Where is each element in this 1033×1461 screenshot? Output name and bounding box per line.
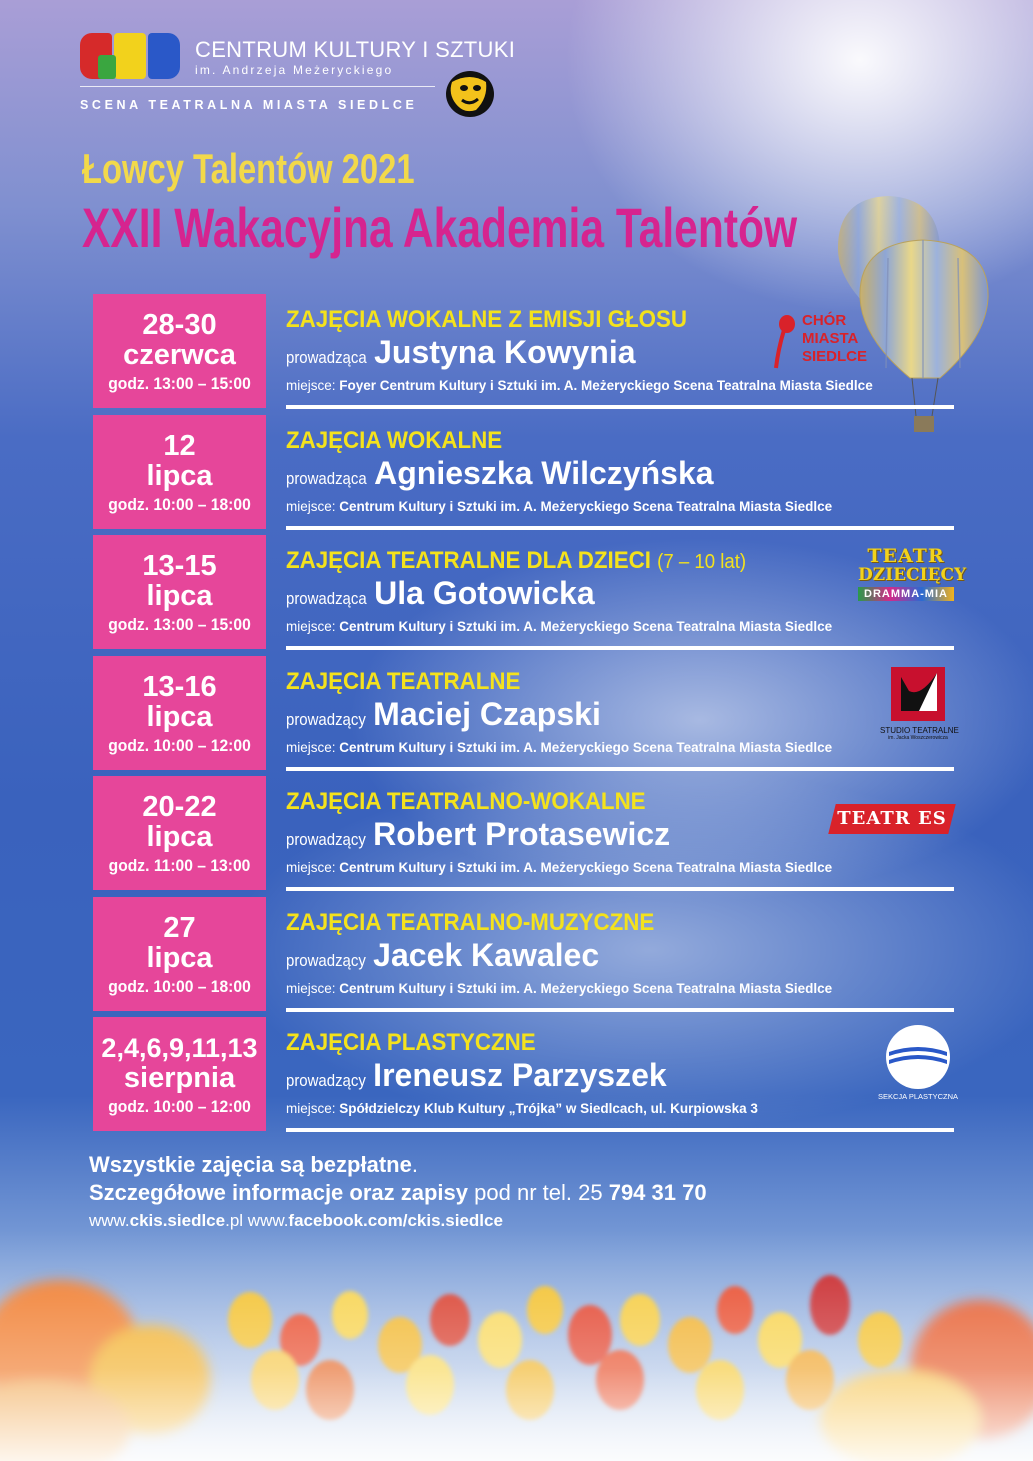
event-title <box>286 306 687 334</box>
event-age-note: (7 – 10 lat) <box>657 551 747 573</box>
title-line1: Łowcy Talentów 2021 <box>82 145 415 192</box>
place-label: miejsce: <box>286 1101 336 1116</box>
date-days: 13-16 <box>142 671 217 703</box>
date-time: godz. 10:00 – 12:00 <box>108 736 251 755</box>
date-days: 12 <box>163 430 196 462</box>
free-note <box>89 1152 418 1178</box>
leader-role: prowadząca <box>286 589 367 608</box>
sekcja-plastyczna-emblem-icon <box>885 1024 951 1090</box>
teatr-es-logo <box>832 804 952 834</box>
leader-role: prowadzący <box>286 951 366 970</box>
date-month: lipca <box>146 942 213 974</box>
tulips-illustration <box>0 1230 1033 1461</box>
event-title <box>286 788 646 816</box>
teatr-dzieciecy-line3: DRAMMA-MIA <box>858 587 954 601</box>
leader-name: Justyna Kowynia <box>374 334 636 370</box>
date-month: lipca <box>146 460 213 492</box>
header-divider <box>80 86 435 87</box>
date-box <box>93 897 266 1011</box>
event-leader <box>286 575 595 612</box>
ckis-logo <box>80 33 182 81</box>
event-place <box>286 981 832 996</box>
event-leader <box>286 937 599 974</box>
date-time: godz. 13:00 – 15:00 <box>108 374 251 393</box>
place-value: Centrum Kultury i Sztuki im. A. Meżeryckiego Scena Teatralna Miasta Siedlce <box>339 499 833 514</box>
leader-role: prowadzący <box>286 710 366 729</box>
date-days: 2,4,6,9,11,13 <box>101 1033 258 1063</box>
free-note-text: Wszystkie zajęcia są bezpłatne <box>89 1152 412 1177</box>
event-place <box>286 740 832 755</box>
org-subtitle: im. Andrzeja Meżeryckiego <box>195 63 394 77</box>
date-month: lipca <box>146 821 213 853</box>
event-title-text: ZAJĘCIA PLASTYCZNE <box>286 1029 536 1056</box>
date-box <box>93 776 266 890</box>
place-value: Centrum Kultury i Sztuki im. A. Meżeryckiego Scena Teatralna Miasta Siedlce <box>339 860 833 875</box>
teatr-dzieciecy-line2: DZIECIĘCY <box>858 565 967 585</box>
event-place <box>286 860 832 875</box>
event-leader <box>286 1057 667 1094</box>
phone-number: 794 31 70 <box>608 1180 707 1205</box>
date-time: godz. 13:00 – 15:00 <box>108 615 251 634</box>
event-place <box>286 378 873 393</box>
studio-teatralne-logo <box>880 667 959 747</box>
leader-name: Agnieszka Wilczyńska <box>374 455 714 491</box>
event-divider <box>286 1008 954 1012</box>
theatre-mask-icon <box>440 68 498 120</box>
place-label: miejsce: <box>286 378 336 393</box>
leader-role: prowadzący <box>286 1071 366 1090</box>
leader-name: Ireneusz Parzyszek <box>373 1057 667 1093</box>
event-place <box>286 499 832 514</box>
event-title <box>286 547 746 575</box>
choir-logo <box>774 312 868 372</box>
place-label: miejsce: <box>286 860 336 875</box>
date-month: sierpnia <box>123 1062 236 1094</box>
date-days: 13-15 <box>142 550 217 582</box>
info-rest: pod nr tel. 25 <box>474 1180 603 1205</box>
event-leader <box>286 696 601 733</box>
date-time: godz. 10:00 – 18:00 <box>108 495 251 514</box>
event-divider <box>286 887 954 891</box>
logo-square-yellow <box>114 33 146 79</box>
place-value: Centrum Kultury i Sztuki im. A. Meżeryckiego Scena Teatralna Miasta Siedlce <box>339 619 833 634</box>
event-title <box>286 909 654 937</box>
place-label: miejsce: <box>286 981 336 996</box>
event-leader <box>286 334 636 371</box>
event-leader <box>286 455 714 492</box>
date-box <box>93 535 266 649</box>
leader-name: Ula Gotowicka <box>374 575 595 611</box>
event-title <box>286 668 520 696</box>
date-month: lipca <box>146 580 213 612</box>
free-note-dot: . <box>411 1152 418 1177</box>
info-bold: Szczegółowe informacje oraz zapisy <box>89 1180 469 1205</box>
event-title-text: ZAJĘCIA WOKALNE <box>286 427 503 454</box>
website-link[interactable] <box>89 1211 243 1230</box>
choir-logo-line1: CHÓR <box>802 312 847 329</box>
teatr-es-label: TEATR ES <box>837 808 947 829</box>
event-title-text: ZAJĘCIA TEATRALNE DLA DZIECI <box>286 547 651 574</box>
date-box <box>93 656 266 770</box>
website-prefix: www. <box>89 1211 130 1230</box>
event-title-text: ZAJĘCIA TEATRALNE <box>286 668 521 695</box>
date-month: lipca <box>146 701 213 733</box>
event-title-text: ZAJĘCIA TEATRALNO-WOKALNE <box>286 788 646 815</box>
event-row <box>286 897 954 1011</box>
date-time: godz. 11:00 – 13:00 <box>108 856 251 875</box>
date-days: 20-22 <box>142 791 217 823</box>
website-domain: ckis.siedlce <box>129 1211 226 1230</box>
event-row <box>286 656 959 770</box>
date-month: czerwca <box>123 339 236 371</box>
event-title <box>286 427 502 455</box>
event-place <box>286 1101 758 1116</box>
event-divider <box>286 767 954 771</box>
event-title-text: ZAJĘCIA TEATRALNO-MUZYCZNE <box>286 909 655 936</box>
leader-role: prowadzący <box>286 830 366 849</box>
event-leader <box>286 816 670 853</box>
place-value: Spółdzielczy Klub Kultury „Trójka” w Siedlcach, ul. Kurpiowska 3 <box>339 1101 758 1116</box>
facebook-link[interactable] <box>248 1211 503 1230</box>
choir-note-icon <box>774 314 796 370</box>
sekcja-plastyczna-logo <box>878 1024 958 1104</box>
leader-role: prowadząca <box>286 348 367 367</box>
event-row <box>286 535 967 649</box>
event-divider <box>286 526 954 530</box>
leader-name: Jacek Kawalec <box>373 937 600 973</box>
event-row <box>286 1017 954 1131</box>
leader-role: prowadząca <box>286 469 367 488</box>
event-title-text: ZAJĘCIA WOKALNE Z EMISJI GŁOSU <box>286 306 687 333</box>
teatr-dzieciecy-line1: TEATR <box>867 545 945 567</box>
event-place <box>286 619 832 634</box>
choir-logo-line3: SIEDLCE <box>802 348 868 365</box>
place-label: miejsce: <box>286 499 336 514</box>
place-value: Centrum Kultury i Sztuki im. A. Meżeryckiego Scena Teatralna Miasta Siedlce <box>339 740 833 755</box>
place-value: Foyer Centrum Kultury i Sztuki im. A. Meżeryckiego Scena Teatralna Miasta Siedlce <box>339 378 873 393</box>
facebook-path: facebook.com/ckis.siedlce <box>288 1211 503 1230</box>
date-box <box>93 1017 266 1131</box>
leader-name: Maciej Czapski <box>373 696 601 732</box>
date-box <box>93 415 266 529</box>
logo-square-blue <box>148 33 180 79</box>
logo-square-green <box>98 55 116 79</box>
choir-logo-line2: MIASTA <box>802 330 859 347</box>
web-links <box>89 1211 503 1231</box>
date-days: 28-30 <box>142 309 217 341</box>
website-suffix: .pl <box>225 1211 244 1230</box>
studio-teatralne-sublabel: im. Jacka Woszczerowicza <box>888 735 948 741</box>
place-label: miejsce: <box>286 619 336 634</box>
place-value: Centrum Kultury i Sztuki im. A. Meżeryckiego Scena Teatralna Miasta Siedlce <box>339 981 833 996</box>
place-label: miejsce: <box>286 740 336 755</box>
event-title <box>286 1029 536 1057</box>
event-divider <box>286 646 954 650</box>
org-name: CENTRUM KULTURY I SZTUKI <box>195 37 516 62</box>
title-line2: XXII Wakacyjna Akademia Talentów <box>82 196 798 259</box>
sekcja-plastyczna-label: SEKCJA PLASTYCZNA <box>878 1092 959 1101</box>
teatr-dzieciecy-logo <box>858 545 967 610</box>
scene-name: SCENA TEATRALNA MIASTA SIEDLCE <box>80 98 418 112</box>
date-box <box>93 294 266 408</box>
studio-teatralne-emblem-icon <box>891 667 945 721</box>
info-line <box>89 1180 707 1206</box>
date-time: godz. 10:00 – 18:00 <box>108 977 251 996</box>
leader-name: Robert Protasewicz <box>373 816 671 852</box>
date-time: godz. 10:00 – 12:00 <box>108 1097 251 1116</box>
event-divider <box>286 1128 954 1132</box>
date-days: 27 <box>163 912 196 944</box>
studio-teatralne-label: STUDIO TEATRALNE <box>880 726 959 735</box>
facebook-prefix: www. <box>247 1211 289 1230</box>
event-row <box>286 415 954 529</box>
event-divider <box>286 405 954 409</box>
